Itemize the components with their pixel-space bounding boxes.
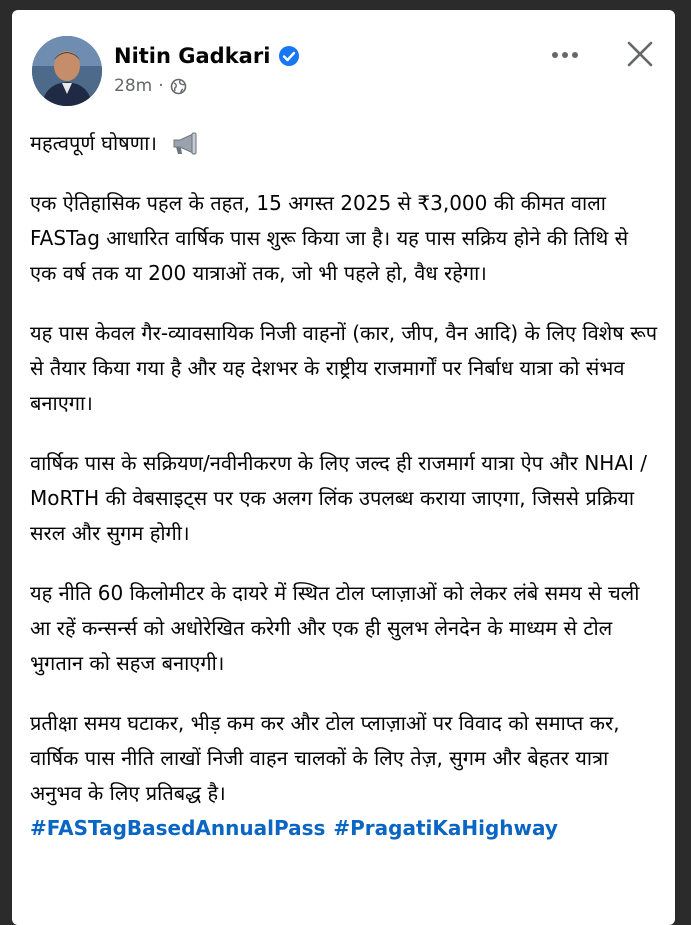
post-window [12,10,675,925]
author-name[interactable] [114,44,300,68]
post-paragraph-5: यह नीति 60 किलोमीटर के दायरे में स्थित टोल प्लाज़ाओं को लेकर लंबे समय से चली आ रहें कन्सर्न्स को अधोरेखित करेगी और एक ही सुलभ लेनदेन के माध्यम से टोल भुगतान को सहज बनाएगी। [30,581,640,675]
post-paragraph-3: यह पास केवल गैर-व्यावसायिक निजी वाहनों (कार, जीप, वैन आदि) के लिए विशेष रूप से तैयार किया गया है और यह देशभर के राष्ट्रीय राजमार्गों पर निर्बाध यात्रा को संभव बनाएगा। [30,321,658,415]
globe-icon[interactable] [170,78,187,95]
post-paragraph-1 [30,126,660,161]
verified-badge-icon [278,45,300,67]
more-options-icon[interactable] [550,40,580,70]
post-paragraph-6: प्रतीक्षा समय घटाकर, भीड़ कम कर और टोल प्लाज़ाओं पर विवाद को समाप्त कर, वार्षिक पास नीति लाखों निजी वाहन चालकों के लिए तेज़, सुगम और बेहतर यात्रा अनुभव के लिए प्रतिबद्ध है। [30,711,620,805]
hashtag-pragati[interactable]: #PragatiKaHighway [333,816,558,840]
close-icon[interactable] [624,38,656,70]
hashtags [30,811,660,846]
hashtag-fastag[interactable]: #FASTagBasedAnnualPass [30,816,326,840]
headline-text: महत्वपूर्ण घोषणा। [30,131,157,155]
avatar[interactable] [32,36,102,106]
post-time[interactable]: 28m [114,76,153,96]
post-meta [114,76,187,96]
megaphone-icon [171,130,201,156]
post-header [12,10,675,120]
post-paragraph-2: एक ऐतिहासिक पहल के तहत, 15 अगस्त 2025 से ₹3,000 की कीमत वाला FASTag आधारित वार्षिक पास शुरू किया जा है। यह पास सक्रिय होने की तिथि से एक वर्ष तक या 200 यात्राओं तक, जो भी पहले हो, वैध रहेगा। [30,191,629,285]
post-paragraph-4: वार्षिक पास के सक्रियण/नवीनीकरण के लिए जल्द ही राजमार्ग यात्रा ऐप और NHAI / MoRTH की वेबसाइट्स पर एक अलग लिंक उपलब्ध कराया जाएगा, जिससे प्रक्रिया सरल और सुगम होगी। [30,451,648,545]
author-name-text[interactable]: Nitin Gadkari [114,44,271,68]
meta-separator: · [158,76,164,96]
post-body [30,126,660,846]
